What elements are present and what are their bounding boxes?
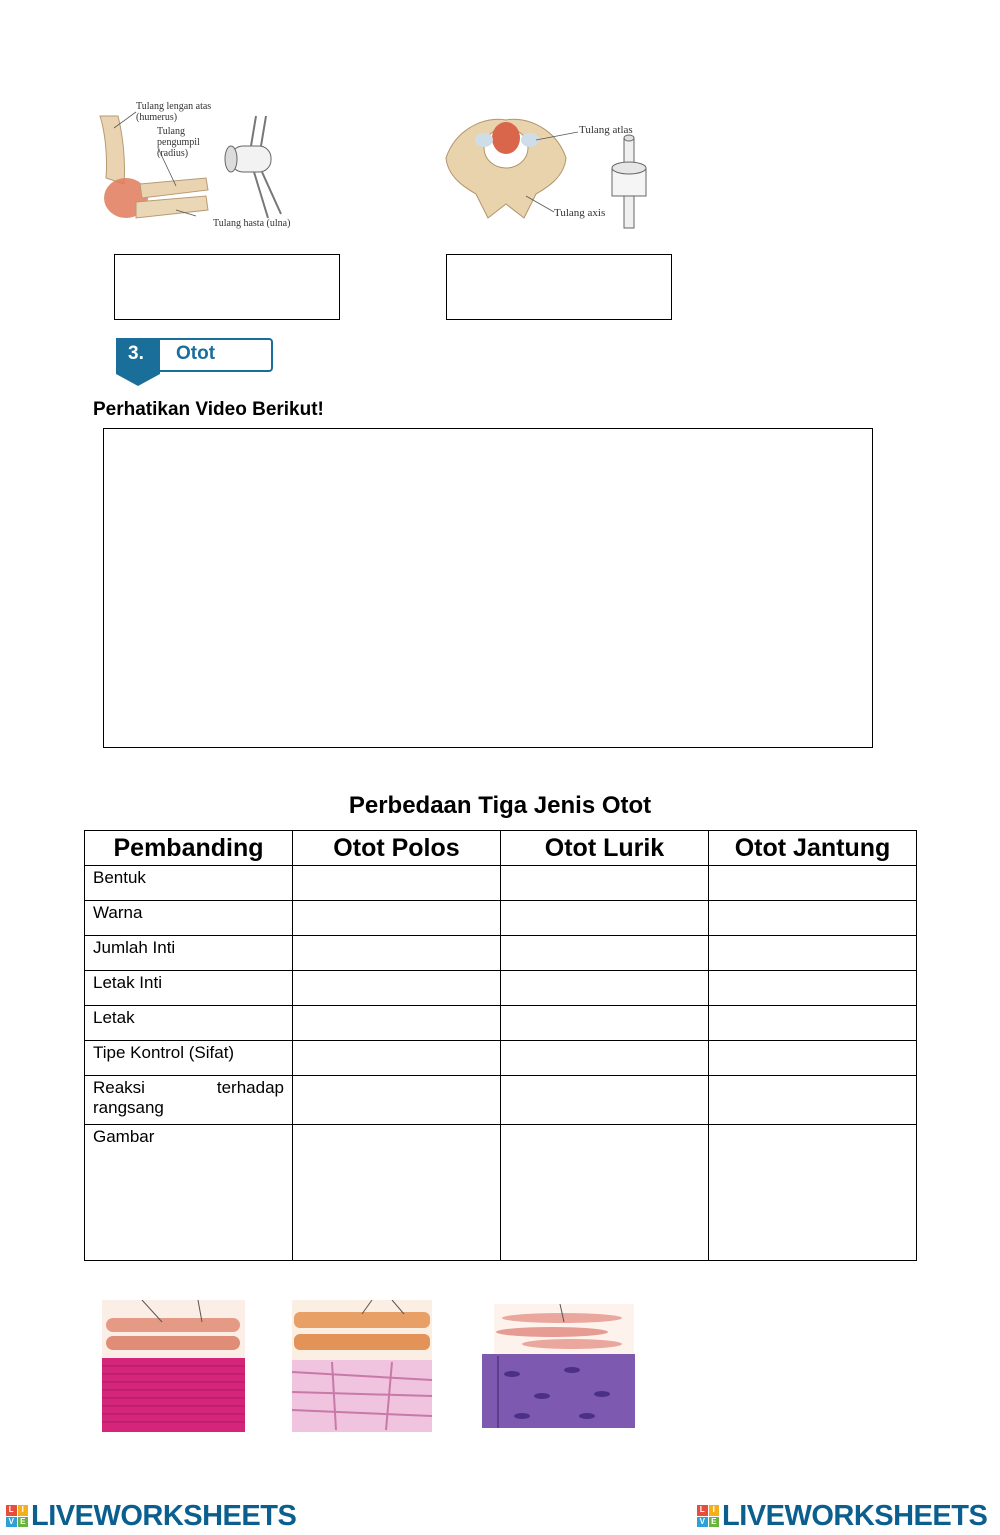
table-row — [85, 1125, 917, 1261]
liveworksheets-mark-icon: L I V E — [697, 1505, 719, 1527]
reaksi-word-1: Reaksi — [93, 1078, 145, 1097]
section-badge — [116, 338, 274, 372]
answer-cell[interactable] — [501, 866, 709, 901]
answer-cell[interactable] — [709, 971, 917, 1006]
section-number: 3. — [128, 343, 144, 364]
header-otot-lurik: Otot Lurik — [501, 831, 709, 866]
image-drop-cell[interactable] — [501, 1125, 709, 1261]
label-atlas: Tulang atlas — [579, 124, 633, 136]
answer-cell[interactable] — [709, 1006, 917, 1041]
muscle-image-smooth[interactable] — [482, 1304, 635, 1428]
row-label-reaksi — [85, 1076, 293, 1125]
table-row — [85, 1041, 917, 1076]
video-frame[interactable] — [103, 428, 873, 748]
row-label: Tipe Kontrol (Sifat) — [85, 1041, 293, 1076]
answer-cell[interactable] — [293, 866, 501, 901]
image-drop-cell[interactable] — [709, 1125, 917, 1261]
elbow-joint-figure — [96, 98, 306, 234]
muscle-comparison-table — [84, 830, 917, 1261]
table-row — [85, 1076, 917, 1125]
row-label: Warna — [85, 901, 293, 936]
label-axis: Tulang axis — [554, 207, 606, 219]
answer-cell[interactable] — [501, 971, 709, 1006]
header-otot-jantung: Otot Jantung — [709, 831, 917, 866]
answer-cell[interactable] — [293, 1041, 501, 1076]
answer-cell[interactable] — [709, 936, 917, 971]
label-radius: Tulang pengumpil (radius) — [157, 126, 200, 159]
answer-cell[interactable] — [293, 936, 501, 971]
answer-cell[interactable] — [709, 1041, 917, 1076]
answer-cell[interactable] — [709, 866, 917, 901]
table-row — [85, 901, 917, 936]
row-label: Bentuk — [85, 866, 293, 901]
answer-cell[interactable] — [293, 1006, 501, 1041]
liveworksheets-mark-icon: L I V E — [6, 1505, 28, 1527]
section-title: Otot — [176, 343, 216, 364]
smooth-muscle-illustration — [482, 1304, 635, 1428]
liveworksheets-brand: LIVEWORKSHEETS — [31, 1499, 297, 1532]
liveworksheets-logo-right — [697, 1500, 987, 1532]
header-otot-polos: Otot Polos — [293, 831, 501, 866]
answer-cell[interactable] — [501, 1076, 709, 1125]
liveworksheets-brand: LIVEWORKSHEETS — [722, 1499, 988, 1532]
video-instruction: Perhatikan Video Berikut! — [93, 399, 324, 420]
answer-cell[interactable] — [709, 901, 917, 936]
answer-box-elbow[interactable] — [114, 254, 340, 320]
skeletal-muscle-illustration — [102, 1300, 245, 1432]
label-ulna: Tulang hasta (ulna) — [213, 218, 291, 229]
answer-cell[interactable] — [501, 1041, 709, 1076]
row-label: Letak — [85, 1006, 293, 1041]
row-label: Letak Inti — [85, 971, 293, 1006]
table-title: Perbedaan Tiga Jenis Otot — [348, 792, 652, 819]
image-drop-cell[interactable] — [293, 1125, 501, 1261]
table-row — [85, 971, 917, 1006]
answer-cell[interactable] — [293, 1076, 501, 1125]
muscle-image-cardiac[interactable] — [292, 1300, 432, 1432]
table-header-row — [85, 831, 917, 866]
table-row — [85, 866, 917, 901]
answer-cell[interactable] — [293, 971, 501, 1006]
answer-cell[interactable] — [501, 936, 709, 971]
pivot-joint-figure — [436, 108, 676, 232]
reaksi-word-2: terhadap — [216, 1078, 284, 1097]
reaksi-word-3: rangsang — [93, 1098, 164, 1117]
answer-box-pivot[interactable] — [446, 254, 672, 320]
answer-cell[interactable] — [501, 1006, 709, 1041]
header-pembanding: Pembanding — [85, 831, 293, 866]
row-label-gambar: Gambar — [85, 1125, 293, 1261]
cardiac-muscle-illustration — [292, 1300, 432, 1432]
answer-cell[interactable] — [709, 1076, 917, 1125]
table-row — [85, 936, 917, 971]
liveworksheets-logo-left — [6, 1500, 296, 1532]
table-row — [85, 1006, 917, 1041]
label-humerus: Tulang lengan atas (humerus) — [136, 101, 212, 123]
row-label: Jumlah Inti — [85, 936, 293, 971]
answer-cell[interactable] — [293, 901, 501, 936]
answer-cell[interactable] — [501, 901, 709, 936]
muscle-image-skeletal[interactable] — [102, 1300, 245, 1432]
